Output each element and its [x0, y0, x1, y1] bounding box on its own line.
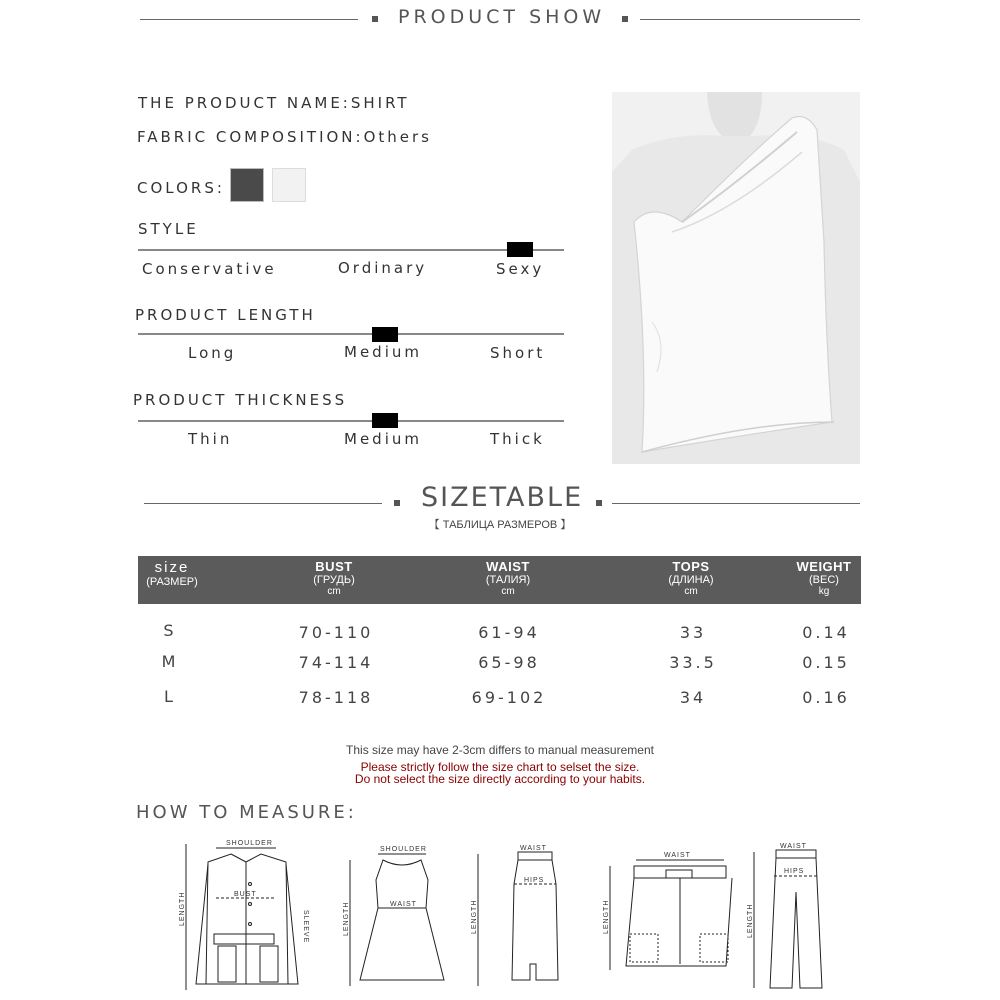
thickness-option-thin: Thin — [188, 430, 233, 448]
style-label: STYLE — [138, 220, 199, 238]
col-weight — [774, 559, 874, 597]
note-habits: Do not select the size directly according to your habits. — [354, 772, 646, 786]
col-bust-sub: (ГРУДЬ) — [313, 574, 355, 586]
style-option-ordinary: Ordinary — [338, 259, 428, 277]
dress-diagram — [338, 840, 448, 990]
row-m-size: M — [161, 652, 179, 671]
sizetable-dot-left — [394, 500, 400, 506]
row-s-size: S — [163, 621, 177, 640]
product-photo — [612, 92, 860, 464]
row-l-weight: 0.16 — [802, 688, 850, 707]
dress-length-label: LENGTH — [343, 901, 350, 936]
how-to-measure-title: HOW TO MEASURE: — [136, 802, 357, 823]
thickness-slider-thumb[interactable] — [372, 413, 398, 428]
col-weight-unit: kg — [818, 586, 830, 597]
col-waist-title: WAIST — [486, 559, 530, 574]
row-s-bust: 70-110 — [298, 623, 374, 642]
row-s-weight: 0.14 — [802, 623, 850, 642]
jacket-bust-label: BUST — [234, 891, 257, 898]
pants-length-label: LENGTH — [747, 903, 754, 938]
row-l-bust: 78-118 — [298, 688, 374, 707]
row-l-waist: 69-102 — [471, 688, 547, 707]
col-bust-title: BUST — [315, 559, 353, 574]
col-bust — [284, 559, 384, 597]
jacket-length-label: LENGTH — [179, 891, 186, 926]
style-option-sexy: Sexy — [496, 260, 545, 278]
row-m-weight: 0.15 — [802, 653, 850, 672]
style-slider-thumb[interactable] — [507, 242, 533, 257]
skirt-diagram — [470, 844, 570, 990]
size-table-header — [138, 556, 861, 604]
header-dot-left — [372, 16, 378, 22]
thickness-option-medium: Medium — [344, 430, 422, 448]
col-tops-sub: (ДЛИНА) — [668, 574, 714, 586]
note-follow-chart: Please strictly follow the size chart to selset the size. — [360, 760, 640, 774]
colors-label: COLORS: — [137, 179, 225, 197]
length-slider-thumb[interactable] — [372, 327, 398, 342]
length-option-short: Short — [490, 344, 546, 362]
col-tops — [641, 559, 741, 597]
skirt-length-label: LENGTH — [471, 899, 478, 934]
header-rule-left — [140, 19, 358, 20]
col-size-sub: (РАЗМЕР) — [146, 576, 198, 588]
sizetable-dot-right — [596, 500, 602, 506]
product-name: THE PRODUCT NAME:SHIRT — [138, 94, 410, 112]
jacket-shoulder-label: SHOULDER — [226, 840, 273, 847]
thickness-label: PRODUCT THICKNESS — [133, 391, 348, 409]
col-size-title: size — [154, 559, 190, 576]
sizetable-subtitle: 【 ТАБЛИЦА РАЗМЕРОВ 】 — [428, 519, 572, 531]
fabric-value: Others — [363, 128, 432, 146]
header-rule-right — [640, 19, 860, 20]
shorts-waist-label: WAIST — [664, 852, 691, 859]
dress-shoulder-label: SHOULDER — [380, 846, 427, 853]
col-weight-title: WEIGHT — [796, 559, 852, 574]
col-tops-title: TOPS — [672, 559, 710, 574]
note-measurement: This size may have 2-3cm differs to manual measurement — [346, 743, 654, 757]
page-title: PRODUCT SHOW — [398, 6, 606, 28]
sizetable-rule-left — [144, 503, 382, 504]
col-size — [142, 559, 202, 588]
row-l-size: L — [164, 687, 176, 706]
col-tops-unit: cm — [684, 586, 698, 597]
sizetable-title: SIZETABLE — [421, 482, 584, 513]
length-slider-track — [138, 333, 564, 335]
skirt-hips-label: HIPS — [524, 877, 545, 884]
sizetable-rule-right — [612, 503, 860, 504]
fabric-label: FABRIC COMPOSITION: — [137, 128, 364, 146]
pants-diagram — [746, 842, 836, 992]
length-option-long: Long — [188, 344, 237, 362]
style-slider-track — [138, 249, 564, 251]
col-waist-sub: (ТАЛИЯ) — [485, 574, 531, 586]
jacket-diagram — [176, 834, 326, 994]
pants-waist-label: WAIST — [780, 843, 807, 850]
shorts-length-label: LENGTH — [603, 899, 610, 934]
header-dot-right — [622, 16, 628, 22]
jacket-sleeve-label: SLEEVE — [302, 910, 309, 944]
thickness-slider-track — [138, 420, 564, 422]
row-l-tops: 34 — [679, 688, 707, 707]
col-waist — [458, 559, 558, 597]
color-swatch-white[interactable] — [272, 168, 306, 202]
pants-hips-label: HIPS — [784, 868, 805, 875]
shorts-diagram — [600, 848, 740, 978]
style-option-conservative: Conservative — [142, 260, 277, 278]
dress-waist-label: WAIST — [390, 901, 417, 908]
fabric-composition — [137, 128, 432, 146]
row-m-bust: 74-114 — [298, 653, 374, 672]
length-label: PRODUCT LENGTH — [135, 306, 316, 324]
color-swatch-gray[interactable] — [230, 168, 264, 202]
col-waist-unit: cm — [501, 586, 515, 597]
row-s-waist: 61-94 — [478, 623, 540, 642]
col-bust-unit: cm — [327, 586, 341, 597]
skirt-waist-label: WAIST — [520, 845, 547, 852]
row-m-tops: 33.5 — [669, 653, 717, 672]
col-weight-sub: (ВЕС) — [809, 574, 839, 586]
row-m-waist: 65-98 — [478, 653, 540, 672]
thickness-option-thick: Thick — [490, 430, 545, 448]
length-option-medium: Medium — [344, 343, 422, 361]
row-s-tops: 33 — [679, 623, 707, 642]
